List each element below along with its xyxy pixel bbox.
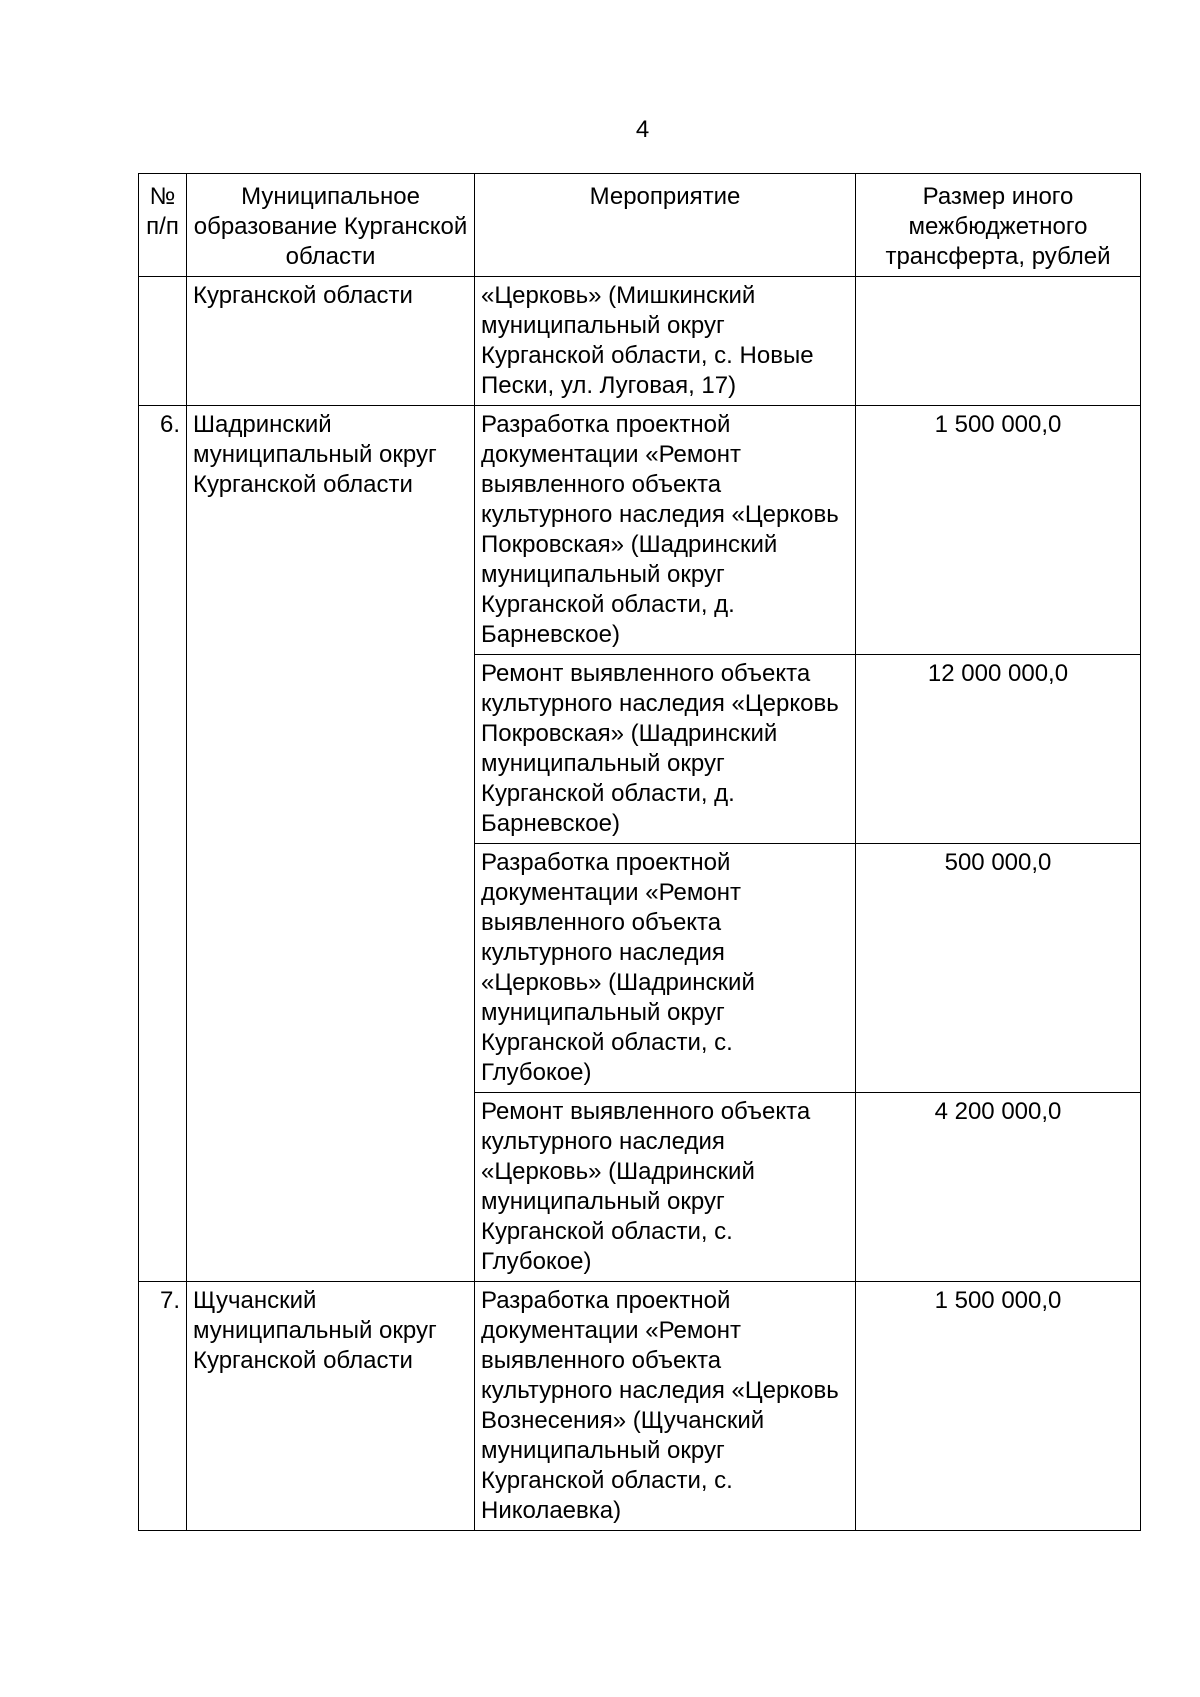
row-event: Ремонт выявленного объекта культурного наследия «Церковь Покровская» (Шадринский муниципальный округ Курганской области, д. Барневское): [475, 655, 856, 844]
row-num: 6.: [139, 406, 187, 1282]
row-amount: 12 000 000,0: [856, 655, 1141, 844]
row-amount: [856, 277, 1141, 406]
row-municipality: Шадринский муниципальный округ Курганской области: [187, 406, 475, 1282]
row-event: «Церковь» (Мишкинский муниципальный округ Курганской области, с. Новые Пески, ул. Луговая, 17): [475, 277, 856, 406]
row-num: 7.: [139, 1282, 187, 1531]
table-row: [139, 1282, 1141, 1531]
transfer-table: [138, 173, 1141, 1531]
row-num: [139, 277, 187, 406]
header-amount: Размер иного межбюджетного трансферта, рублей: [856, 174, 1141, 277]
row-amount: 1 500 000,0: [856, 1282, 1141, 1531]
row-amount: 500 000,0: [856, 844, 1141, 1093]
row-event: Ремонт выявленного объекта культурного наследия «Церковь» (Шадринский муниципальный округ Курганской области, с. Глубокое): [475, 1093, 856, 1282]
header-event: Мероприятие: [475, 174, 856, 277]
row-event: Разработка проектной документации «Ремонт выявленного объекта культурного наследия «Церковь Вознесения» (Щучанский муниципальный округ Курганской области, с. Николаевка): [475, 1282, 856, 1531]
row-event: Разработка проектной документации «Ремонт выявленного объекта культурного наследия «Церковь» (Шадринский муниципальный округ Курганской области, с. Глубокое): [475, 844, 856, 1093]
table-row: [139, 406, 1141, 655]
page-number: 4: [635, 116, 650, 143]
table-header-row: [139, 174, 1141, 277]
row-municipality: Щучанский муниципальный округ Курганской области: [187, 1282, 475, 1531]
header-municipality: Муниципальное образование Курганской области: [187, 174, 475, 277]
row-event: Разработка проектной документации «Ремонт выявленного объекта культурного наследия «Церковь Покровская» (Шадринский муниципальный округ Курганской области, д. Барневское): [475, 406, 856, 655]
table-row: [139, 277, 1141, 406]
header-num: № п/п: [139, 174, 187, 277]
row-amount: 1 500 000,0: [856, 406, 1141, 655]
row-amount: 4 200 000,0: [856, 1093, 1141, 1282]
row-municipality: Курганской области: [187, 277, 475, 406]
